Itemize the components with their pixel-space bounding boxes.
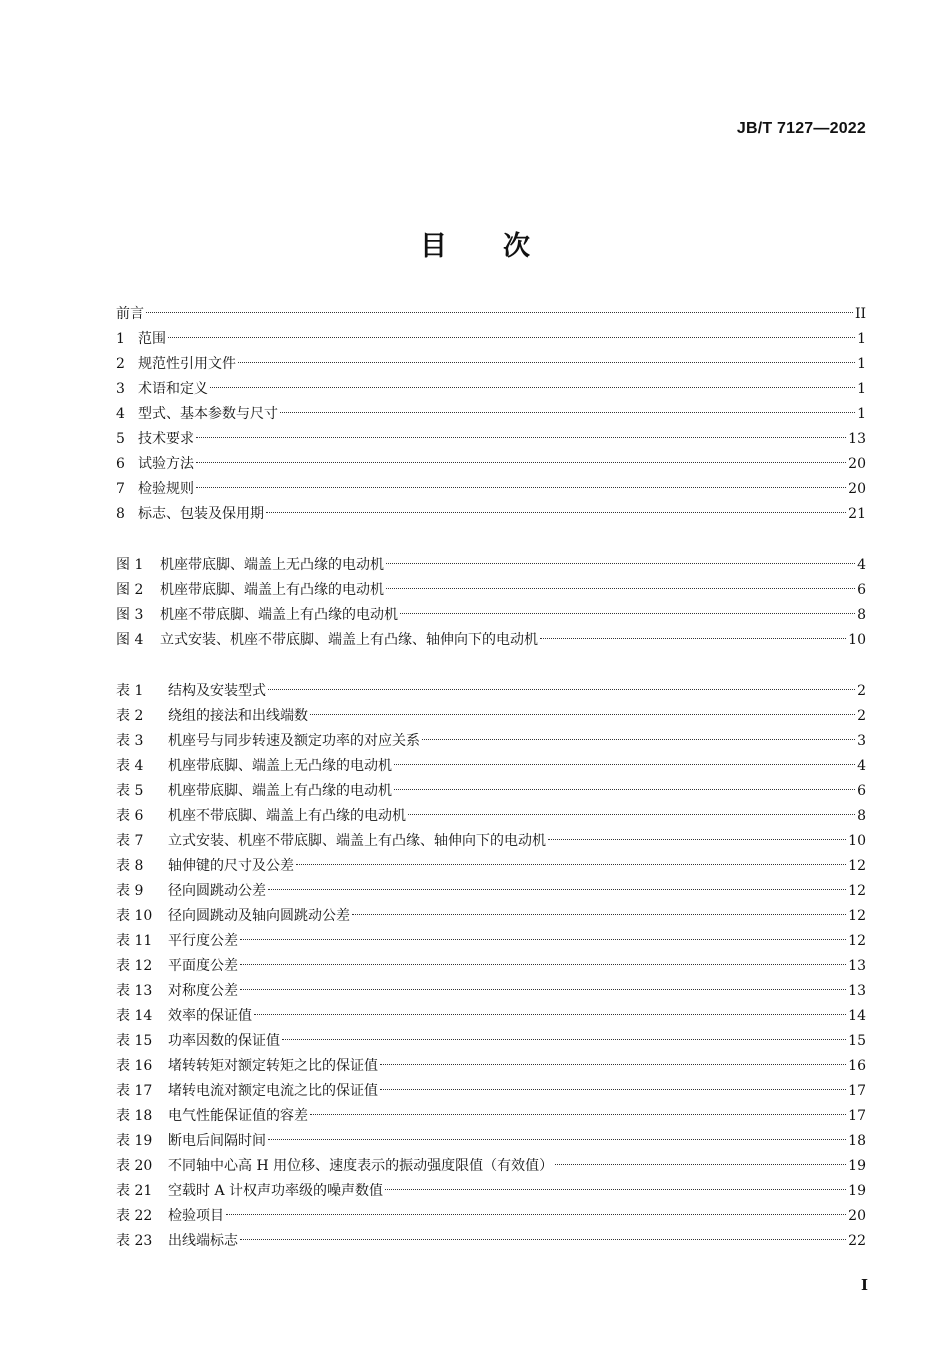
toc-entry-page: 19 xyxy=(848,1183,866,1199)
toc-entry-page: 13 xyxy=(848,431,866,447)
toc-entry-page: 20 xyxy=(848,1208,866,1224)
dot-leader xyxy=(400,613,855,614)
dot-leader xyxy=(266,512,846,513)
toc-entry[interactable] xyxy=(116,1179,866,1204)
toc-entry-number: 表 5 xyxy=(116,783,144,799)
toc-entry-number: 图 1 xyxy=(116,557,144,573)
dot-leader xyxy=(352,914,846,915)
toc-entry-number: 1 xyxy=(116,331,125,347)
toc-entry-label xyxy=(116,352,236,377)
toc-entry[interactable] xyxy=(116,402,866,427)
toc-entry-page: 17 xyxy=(848,1083,866,1099)
dot-leader xyxy=(380,1089,846,1090)
toc-entry-number: 2 xyxy=(116,356,125,372)
toc-entry[interactable] xyxy=(116,1104,866,1129)
toc-entry-page: 6 xyxy=(857,582,866,598)
page-title: 目次 xyxy=(420,231,586,262)
toc-entry-page: 6 xyxy=(857,783,866,799)
toc-entry-title: 电气性能保证值的容差 xyxy=(168,1108,308,1124)
toc-entry-page: 18 xyxy=(848,1133,866,1149)
dot-leader xyxy=(380,1064,846,1065)
toc-entry-label xyxy=(116,829,546,854)
toc-entry-label xyxy=(116,1229,238,1254)
toc-entry[interactable] xyxy=(116,1229,866,1254)
toc-entry-label xyxy=(116,804,406,829)
toc-entry-title: 前言 xyxy=(116,306,144,322)
toc-entry[interactable] xyxy=(116,829,866,854)
toc-figures xyxy=(116,553,866,653)
toc-entry-label xyxy=(116,754,392,779)
dot-leader xyxy=(196,437,846,438)
dot-leader xyxy=(254,1014,846,1015)
toc-entry[interactable] xyxy=(116,954,866,979)
toc-entry[interactable] xyxy=(116,578,866,603)
dot-leader xyxy=(240,989,846,990)
toc-entry-label xyxy=(116,502,264,527)
dot-leader xyxy=(408,814,855,815)
toc-entry-page: 20 xyxy=(848,481,866,497)
toc-entry-title: 堵转电流对额定电流之比的保证值 xyxy=(168,1083,378,1099)
dot-leader xyxy=(268,1139,846,1140)
toc-entry[interactable] xyxy=(116,327,866,352)
toc-entry-number: 7 xyxy=(116,481,125,497)
toc-entry-number: 图 2 xyxy=(116,582,144,598)
toc-entry-label xyxy=(116,1204,224,1229)
toc-entry-label xyxy=(116,1054,378,1079)
dot-leader xyxy=(386,563,855,564)
toc-entry-page: 2 xyxy=(857,708,866,724)
toc-entry-page: 17 xyxy=(848,1108,866,1124)
toc-entry-number: 表 10 xyxy=(116,908,153,924)
toc-entry-number: 表 8 xyxy=(116,858,144,874)
toc-entry-number: 表 21 xyxy=(116,1183,153,1199)
toc-entry-page: 1 xyxy=(857,356,866,372)
toc-entry-page: 1 xyxy=(857,406,866,422)
toc-entry-title: 型式、基本参数与尺寸 xyxy=(138,406,278,422)
toc-entry-title: 平行度公差 xyxy=(168,933,238,949)
dot-leader xyxy=(268,889,846,890)
toc-entry[interactable] xyxy=(116,1154,866,1179)
toc-entry[interactable] xyxy=(116,729,866,754)
toc-entry-label xyxy=(116,1154,553,1179)
toc-entry[interactable] xyxy=(116,302,866,327)
toc-entry-title: 平面度公差 xyxy=(168,958,238,974)
toc-entry[interactable] xyxy=(116,679,866,704)
dot-leader xyxy=(555,1164,846,1165)
dot-leader xyxy=(296,864,846,865)
toc-entry[interactable] xyxy=(116,628,866,653)
toc-entry[interactable] xyxy=(116,427,866,452)
toc-entry-label xyxy=(116,1179,383,1204)
dot-leader xyxy=(238,362,855,363)
toc-entry-title: 机座带底脚、端盖上有凸缘的电动机 xyxy=(160,582,384,598)
toc-entry[interactable] xyxy=(116,979,866,1004)
toc-entry-page: 4 xyxy=(857,557,866,573)
toc-entry-label xyxy=(116,553,384,578)
dot-leader xyxy=(240,939,846,940)
toc-entry-number: 表 3 xyxy=(116,733,144,749)
toc-entry-title: 机座带底脚、端盖上有凸缘的电动机 xyxy=(168,783,392,799)
dot-leader xyxy=(240,964,846,965)
toc-entry-label xyxy=(116,377,208,402)
dot-leader xyxy=(422,739,855,740)
toc-entry-label xyxy=(116,452,194,477)
toc-entry-title: 对称度公差 xyxy=(168,983,238,999)
toc-entry-label xyxy=(116,427,194,452)
toc-entry-page: 10 xyxy=(848,632,866,648)
toc-entry[interactable] xyxy=(116,854,866,879)
dot-leader xyxy=(548,839,846,840)
toc-entry-label xyxy=(116,477,194,502)
toc-entry[interactable] xyxy=(116,1204,866,1229)
toc-entry-title: 立式安装、机座不带底脚、端盖上有凸缘、轴伸向下的电动机 xyxy=(160,632,538,648)
toc-entry[interactable] xyxy=(116,904,866,929)
toc-entry-page: 8 xyxy=(857,607,866,623)
toc-entry-label xyxy=(116,1029,280,1054)
toc-entry-label xyxy=(116,302,144,327)
toc-entry-page: 13 xyxy=(848,958,866,974)
toc-entry-number: 表 12 xyxy=(116,958,153,974)
toc-entry-page: 15 xyxy=(848,1033,866,1049)
toc-entry-number: 表 7 xyxy=(116,833,144,849)
toc-entry-number: 表 2 xyxy=(116,708,144,724)
toc-sections xyxy=(116,302,866,527)
toc-entry-title: 技术要求 xyxy=(138,431,194,447)
toc-entry-title: 结构及安装型式 xyxy=(168,683,266,699)
toc-entry-page: 12 xyxy=(848,933,866,949)
toc-entry-title: 径向圆跳动及轴向圆跳动公差 xyxy=(168,908,350,924)
toc-entry-title: 机座号与同步转速及额定功率的对应关系 xyxy=(168,733,420,749)
toc-entry-title: 检验项目 xyxy=(168,1208,224,1224)
dot-leader xyxy=(385,1189,846,1190)
toc-entry[interactable] xyxy=(116,1079,866,1104)
toc-entry-title: 出线端标志 xyxy=(168,1233,238,1249)
toc-entry-page: 22 xyxy=(848,1233,866,1249)
toc-entry[interactable] xyxy=(116,603,866,628)
toc-entry-label xyxy=(116,628,538,653)
toc-entry-page: 14 xyxy=(848,1008,866,1024)
toc-entry-title: 堵转转矩对额定转矩之比的保证值 xyxy=(168,1058,378,1074)
toc-entry[interactable] xyxy=(116,929,866,954)
toc-entry-title: 术语和定义 xyxy=(138,381,208,397)
toc-entry-number: 表 6 xyxy=(116,808,144,824)
toc-entry-number: 表 4 xyxy=(116,758,144,774)
toc-entry-label xyxy=(116,327,166,352)
toc-entry[interactable] xyxy=(116,502,866,527)
dot-leader xyxy=(168,337,855,338)
toc-entry-number: 表 17 xyxy=(116,1083,153,1099)
dot-leader xyxy=(394,764,855,765)
toc-entry-title: 功率因数的保证值 xyxy=(168,1033,280,1049)
toc-entry-number: 表 15 xyxy=(116,1033,153,1049)
toc-entry-page: 1 xyxy=(857,331,866,347)
dot-leader xyxy=(226,1214,846,1215)
toc-entry-title: 空载时 A 计权声功率级的噪声数值 xyxy=(168,1183,384,1199)
toc-entry-label xyxy=(116,603,398,628)
toc-entry[interactable] xyxy=(116,553,866,578)
toc-entry[interactable] xyxy=(116,804,866,829)
toc-entry-title: 标志、包装及保用期 xyxy=(138,506,264,522)
toc-entry-page: 12 xyxy=(848,908,866,924)
toc-entry-number: 图 3 xyxy=(116,607,144,623)
toc-entry-label xyxy=(116,879,266,904)
toc-entry[interactable] xyxy=(116,704,866,729)
toc-entry-number: 5 xyxy=(116,431,125,447)
toc-entry-label xyxy=(116,1129,266,1154)
toc-entry-number: 表 18 xyxy=(116,1108,153,1124)
toc-entry-label xyxy=(116,929,238,954)
toc-entry-label xyxy=(116,1004,252,1029)
toc-entry-title: 检验规则 xyxy=(138,481,194,497)
toc-entry-title: 机座带底脚、端盖上无凸缘的电动机 xyxy=(160,557,384,573)
dot-leader xyxy=(386,588,855,589)
toc-entry-number: 表 22 xyxy=(116,1208,153,1224)
dot-leader xyxy=(280,412,855,413)
toc-entry-page: 13 xyxy=(848,983,866,999)
toc-entry[interactable] xyxy=(116,779,866,804)
toc-entry-label xyxy=(116,1104,308,1129)
dot-leader xyxy=(282,1039,846,1040)
toc-entry-page: 3 xyxy=(857,733,866,749)
toc-entry-label xyxy=(116,578,384,603)
dot-leader xyxy=(210,387,855,388)
toc-entry-page: 2 xyxy=(857,683,866,699)
toc-entry-label xyxy=(116,679,266,704)
dot-leader xyxy=(540,638,846,639)
toc-entry-title: 不同轴中心高 H 用位移、速度表示的振动强度限值（有效值） xyxy=(168,1158,554,1174)
toc-entry[interactable] xyxy=(116,1054,866,1079)
toc-entry-number: 表 11 xyxy=(116,933,153,949)
dot-leader xyxy=(240,1239,846,1240)
toc-entry-title: 试验方法 xyxy=(138,456,194,472)
toc-entry[interactable] xyxy=(116,754,866,779)
toc-entry-title: 规范性引用文件 xyxy=(138,356,236,372)
toc-entry-page: 12 xyxy=(848,883,866,899)
toc-entry-number: 表 1 xyxy=(116,683,144,699)
toc-entry-page: 10 xyxy=(848,833,866,849)
toc-entry-title: 效率的保证值 xyxy=(168,1008,252,1024)
toc-entry-title: 机座不带底脚、端盖上有凸缘的电动机 xyxy=(160,607,398,623)
toc-entry-number: 表 19 xyxy=(116,1133,153,1149)
dot-leader xyxy=(394,789,855,790)
toc-entry-number: 3 xyxy=(116,381,125,397)
dot-leader xyxy=(268,689,855,690)
dot-leader xyxy=(196,462,846,463)
dot-leader xyxy=(310,1114,846,1115)
dot-leader xyxy=(146,312,853,313)
toc-entry-number: 表 16 xyxy=(116,1058,153,1074)
toc-entry[interactable] xyxy=(116,477,866,502)
page-folio: I xyxy=(860,1276,868,1294)
toc-entry-label xyxy=(116,729,420,754)
toc-entry-title: 轴伸键的尺寸及公差 xyxy=(168,858,294,874)
toc-entry-label xyxy=(116,704,308,729)
toc-entry[interactable] xyxy=(116,377,866,402)
toc-entry[interactable] xyxy=(116,1029,866,1054)
toc-entry-title: 断电后间隔时间 xyxy=(168,1133,266,1149)
toc-entry-title: 径向圆跳动公差 xyxy=(168,883,266,899)
toc-entry-number: 表 9 xyxy=(116,883,144,899)
toc-entry-page: 12 xyxy=(848,858,866,874)
toc-entry-label xyxy=(116,854,294,879)
toc-entry-page: II xyxy=(854,306,866,322)
toc-entry-label xyxy=(116,954,238,979)
dot-leader xyxy=(196,487,846,488)
toc-entry[interactable] xyxy=(116,1004,866,1029)
toc-entry-number: 表 14 xyxy=(116,1008,153,1024)
toc-entry-label xyxy=(116,1079,378,1104)
toc-entry-page: 21 xyxy=(848,506,866,522)
toc-entry-title: 机座不带底脚、端盖上有凸缘的电动机 xyxy=(168,808,406,824)
toc-entry-title: 立式安装、机座不带底脚、端盖上有凸缘、轴伸向下的电动机 xyxy=(168,833,546,849)
toc-entry-page: 19 xyxy=(848,1158,866,1174)
toc-entry-page: 20 xyxy=(848,456,866,472)
toc-entry-page: 1 xyxy=(857,381,866,397)
toc-entry-number: 表 23 xyxy=(116,1233,153,1249)
toc-entry[interactable] xyxy=(116,879,866,904)
toc-entry-number: 图 4 xyxy=(116,632,144,648)
toc-entry-page: 4 xyxy=(857,758,866,774)
toc-entry-number: 表 20 xyxy=(116,1158,153,1174)
toc-entry[interactable] xyxy=(116,1129,866,1154)
toc-entry-number: 表 13 xyxy=(116,983,153,999)
toc-entry-label xyxy=(116,904,350,929)
toc-entry[interactable] xyxy=(116,352,866,377)
toc-entry[interactable] xyxy=(116,452,866,477)
toc-entry-title: 绕组的接法和出线端数 xyxy=(168,708,308,724)
toc-entry-label xyxy=(116,979,238,1004)
toc-entry-number: 6 xyxy=(116,456,125,472)
toc-entry-number: 4 xyxy=(116,406,125,422)
toc-entry-label xyxy=(116,779,392,804)
toc-entry-title: 机座带底脚、端盖上无凸缘的电动机 xyxy=(168,758,392,774)
toc-tables xyxy=(116,679,866,1254)
toc-entry-title: 范围 xyxy=(138,331,166,347)
toc-entry-page: 16 xyxy=(848,1058,866,1074)
document-number: JB/T 7127—2022 xyxy=(736,120,866,137)
toc-entry-number: 8 xyxy=(116,506,125,522)
dot-leader xyxy=(310,714,855,715)
toc-entry-label xyxy=(116,402,278,427)
toc-entry-page: 8 xyxy=(857,808,866,824)
